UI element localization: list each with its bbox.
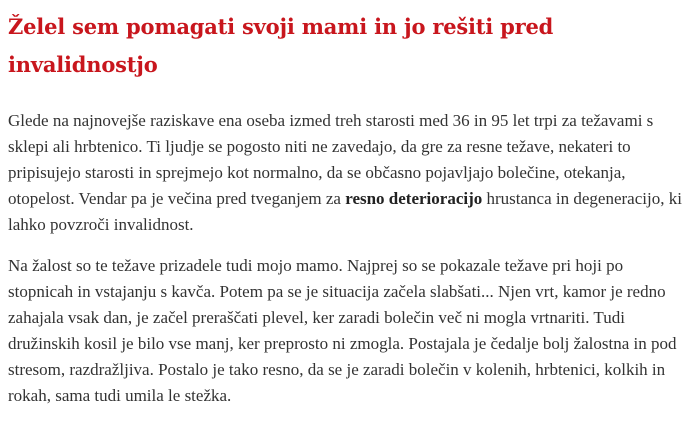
paragraph-1-text-after: hrustanca in degeneracijo, ki lahko povzroči invalidnost. [8, 189, 682, 234]
article-headline: Želel sem pomagati svoji mami in jo rešiti pred invalidnostjo [8, 14, 554, 77]
article-paragraph-1 [8, 108, 692, 238]
paragraph-1-bold-phrase: resno deterioracijo [345, 189, 483, 208]
article-paragraph-2: Na žalost so te težave prizadele tudi mojo mamo. Najprej so se pokazale težave pri hoji po stopnicah in vstajanju s kavča. Potem pa se je situacija začela slabšati... Njen vrt, kamor je redno zahajala vsak dan, je začel preraščati plevel, ker zaradi bolečin več ni mogla vrtnariti. Tudi družinskih kosil je bilo vse manj, ker preprosto ni zmogla. Postajala je čedalje bolj žalostna in pod stresom, razdražljiva. Postalo je tako resno, da se je zaradi bolečin v kolenih, hrbtenici, kolkih in rokah, sama tudi umila le stežka. [8, 256, 677, 405]
article [8, 0, 692, 409]
paragraph-1-text-before: Glede na najnovejše raziskave ena oseba izmed treh starosti med 36 in 95 let trpi za težavami s sklepi ali hrbtenico. Ti ljudje se pogosto niti ne zavedajo, da gre za resne težave, nekateri to pripisujejo starosti in sprejmejo kot normalno, da se občasno pojavljajo bolečine, otekanja, otopelost. Vendar pa je večina pred tveganjem za [8, 111, 654, 208]
